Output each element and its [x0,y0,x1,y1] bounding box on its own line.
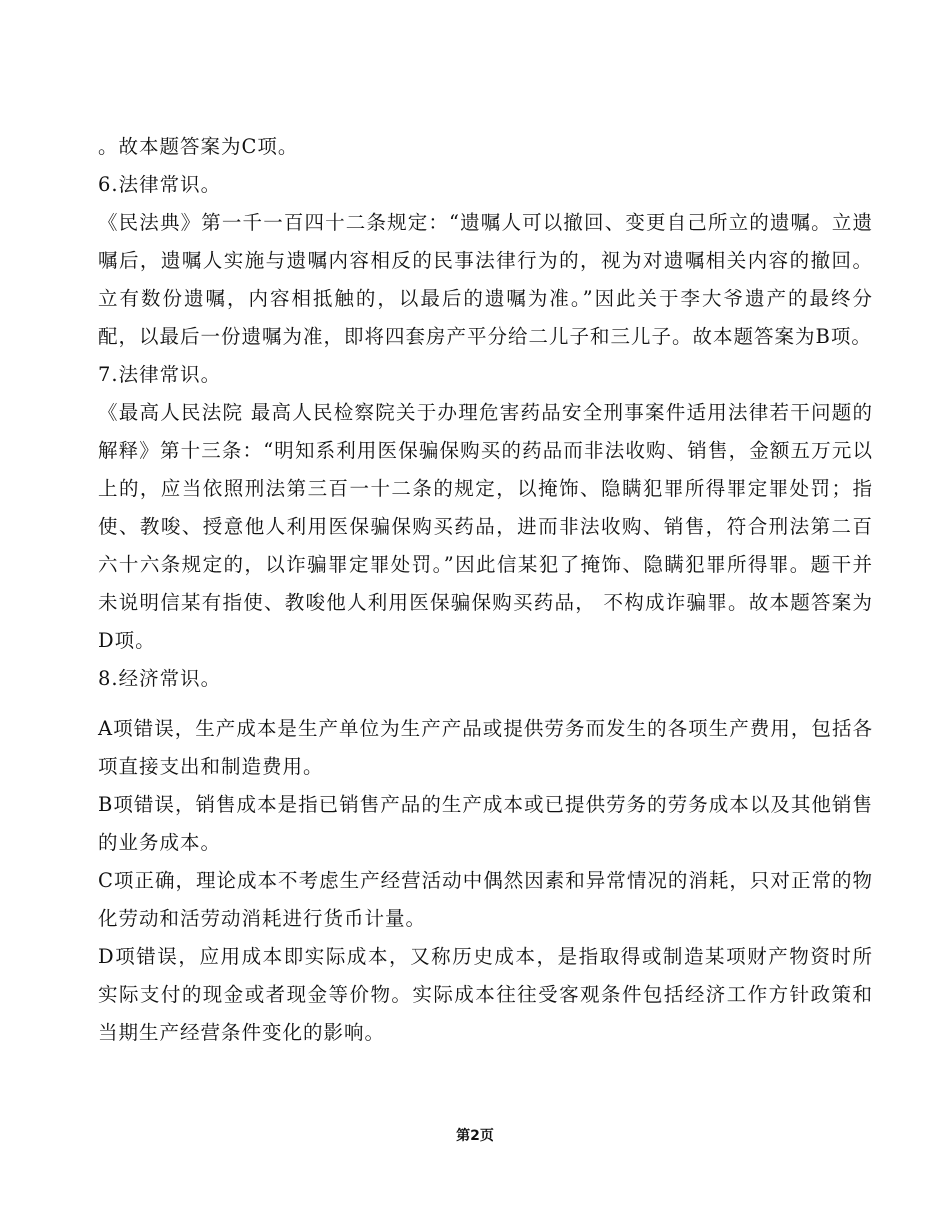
question-8-option-c: C项正确，理论成本不考虑生产经营活动中偶然因素和异常情况的消耗，只对正常的物化劳动和活劳动消耗进行货币计量。 [98,869,873,930]
question-8-option-b: B项错误，销售成本是指已销售产品的生产成本或已提供劳务的劳务成本以及其他销售的业务成本。 [98,793,873,854]
question-8-option-d: D项错误，应用成本即实际成本，又称历史成本，是指取得或制造某项财产物资时所实际支付的现金或者现金等价物。实际成本往往受客观条件包括经济工作方针政策和当期生产经营条件变化的影响。 [98,945,873,1044]
page-number: 第2页 [456,1128,494,1144]
question-6-heading: 6.法律常识。 [98,173,222,196]
answer-c-conclusion: 。故本题答案为C项。 [98,135,299,158]
question-7-explanation: 《最高人民法院 最高人民检察院关于办理危害药品安全刑事案件适用法律若干问题的解释》第十三条：“明知系利用医保骗保购买的药品而非法收购、销售，金额五万元以上的，应当依照刑法第三百一十二条的规定，以掩饰、隐瞒犯罪所得罪定罪处罚；指使、教唆、授意他人利用医保骗保购买药品，进而非法收购、销售，符合刑法第二百六十六条规定的，以诈骗罪定罪处罚。”因此信某犯了掩饰、隐瞒犯罪所得罪。题干并未说明信某有指使、教唆他人利用医保骗保购买药品， 不构成诈骗罪。故本题答案为D项。 [98,401,873,652]
question-8-heading: 8.经济常识。 [98,667,222,690]
question-6-explanation: 《民法典》第一千一百四十二条规定：“遗嘱人可以撤回、变更自己所立的遗嘱。立遗嘱后，遗嘱人实施与遗嘱内容相反的民事法律行为的，视为对遗嘱相关内容的撤回。立有数份遗嘱，内容相抵触的，以最后的遗嘱为准。”因此关于李大爷遗产的最终分配，以最后一份遗嘱为准，即将四套房产平分给二儿子和三儿子。故本题答案为B项。 [98,211,873,348]
question-7-heading: 7.法律常识。 [98,363,222,386]
question-8-option-a: A项错误，生产成本是生产单位为生产产品或提供劳务而发生的各项生产费用，包括各项直接支出和制造费用。 [98,717,873,778]
page-content [98,128,873,1052]
